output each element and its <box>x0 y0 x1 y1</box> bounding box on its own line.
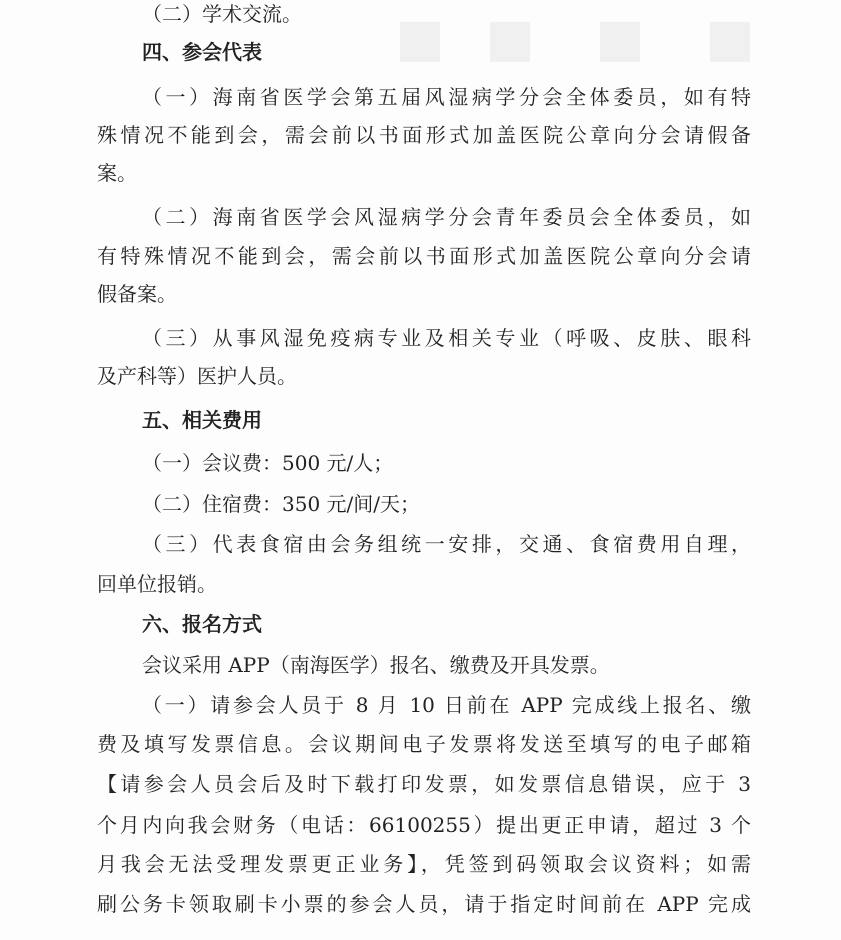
paragraph-line: （三）从事风湿免疫病专业及相关专业（呼吸、皮肤、眼科 <box>142 326 751 350</box>
paragraph-line: 有特殊情况不能到会，需会前以书面形式加盖医院公章向分会请 <box>97 244 751 268</box>
paragraph-line: 会议采用 APP（南海医学）报名、缴费及开具发票。 <box>142 653 610 677</box>
paragraph-line: （三）代表食宿由会务组统一安排，交通、食宿费用自理， <box>142 532 751 556</box>
paragraph-line: （一）请参会人员于 8 月 10 日前在 APP 完成线上报名、缴 <box>142 693 751 717</box>
section-heading-registration: 六、报名方式 <box>142 612 262 636</box>
fee-meeting: （一）会议费：500 元/人； <box>142 451 394 475</box>
paragraph-line: 刷公务卡领取刷卡小票的参会人员，请于指定时间前在 APP 完成 <box>97 892 751 916</box>
paragraph-line: 假备案。 <box>97 282 177 306</box>
paragraph-line: 回单位报销。 <box>97 572 217 596</box>
paragraph-line: 殊情况不能到会，需会前以书面形式加盖医院公章向分会请假备 <box>97 123 751 147</box>
paragraph-line: 【请参会人员会后及时下载打印发票，如发票信息错误，应于 3 <box>97 772 751 796</box>
paragraph-line: 个月内向我会财务（电话：66100255）提出更正申请，超过 3 个 <box>97 813 751 837</box>
paragraph-line: （二）海南省医学会风湿病学分会青年委员会全体委员，如 <box>142 205 751 229</box>
paragraph-line: （一）海南省医学会第五届风湿病学分会全体委员，如有特 <box>142 85 751 109</box>
paragraph-line: 案。 <box>97 161 137 185</box>
paragraph-line: 费及填写发票信息。会议期间电子发票将发送至填写的电子邮箱 <box>97 732 751 756</box>
paragraph-line: 及产科等）医护人员。 <box>97 364 297 388</box>
section-heading-attendees: 四、参会代表 <box>142 40 262 64</box>
sub-item-academic-exchange: （二）学术交流。 <box>142 2 302 26</box>
paragraph-line: 月我会无法受理发票更正业务】，凭签到码领取会议资料；如需 <box>97 852 751 876</box>
fee-accommodation: （二）住宿费：350 元/间/天； <box>142 492 421 516</box>
section-heading-fees: 五、相关费用 <box>142 408 262 432</box>
